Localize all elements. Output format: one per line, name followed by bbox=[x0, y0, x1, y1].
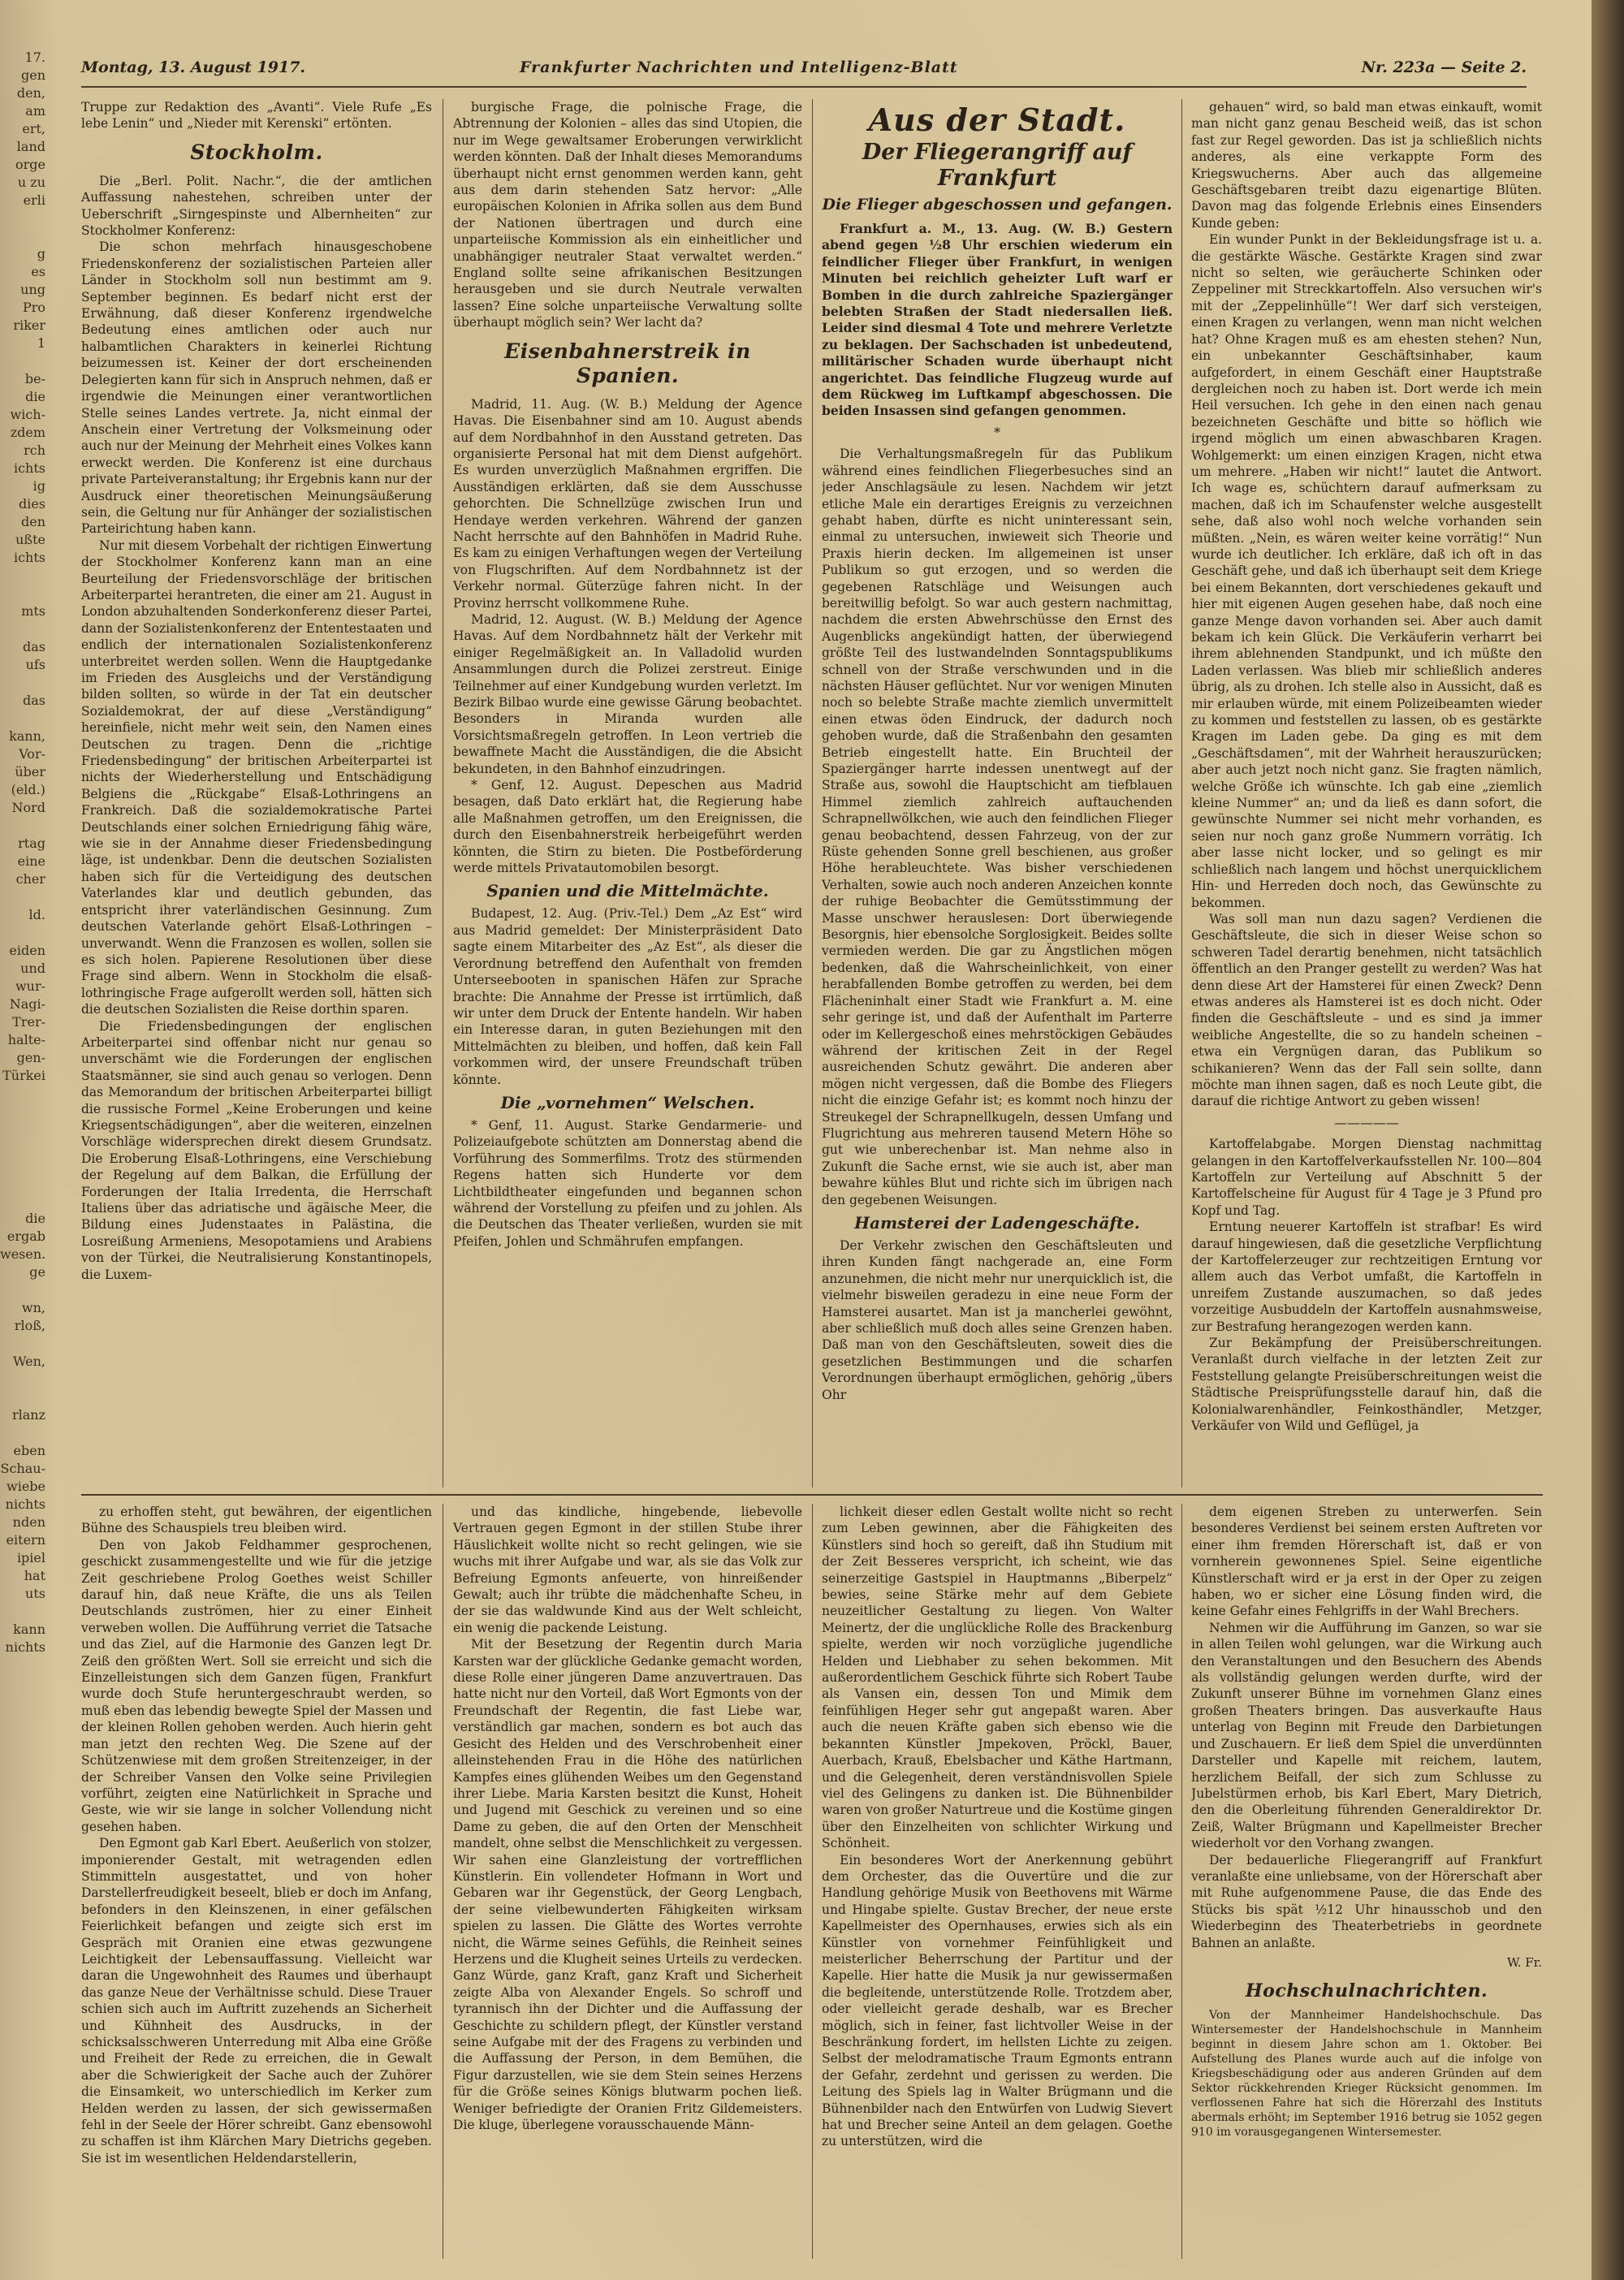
adjacent-page-fragment bbox=[0, 710, 49, 728]
adjacent-page-fragment bbox=[0, 1371, 49, 1388]
adjacent-page-fragment: 17. bbox=[24, 50, 45, 65]
section-rule bbox=[81, 1494, 1543, 1496]
adjacent-page-fragment bbox=[0, 620, 49, 638]
adjacent-page-fragment bbox=[0, 1192, 49, 1210]
adjacent-page-fragment: und bbox=[20, 961, 45, 976]
article-body-hoarding bbox=[822, 1237, 1173, 1403]
adjacent-page-fragment: ld. bbox=[28, 907, 45, 922]
adjacent-page-fragment bbox=[0, 1388, 49, 1406]
review-signature: W. Fr. bbox=[1506, 1954, 1542, 1970]
column-rule bbox=[1181, 1504, 1182, 2259]
article-title-stockholm: Stockholm. bbox=[190, 140, 323, 164]
adjacent-page-fragment: das bbox=[23, 639, 45, 654]
adjacent-page-fragment: ig bbox=[32, 478, 45, 494]
paragraph: Budapest, 12. Aug. (Priv.-Tel.) Dem „Az Est“ wird aus Madrid gemeldet: Der Ministerpräsident Dato sagte einem Mitarbeiter des „Az Est“, als dieser die Verordnung betreffend den Aufenthalt von fremden Unterseebooten in spanischen Häfen zur Sprache brachte: Die Annahme der Presse ist irrtümlich, daß wir unter dem Druck der Entente handeln. Wir haben ein Interesse daran, in guten Beziehungen mit den Mittelmächten zu bleiben, und hoffen, daß kein Fall vorkommen wird, der unsere Freundschaft trüben könnte. bbox=[453, 906, 802, 1087]
adjacent-page-fragment: 1 bbox=[37, 335, 45, 351]
adjacent-page-fragment: Trer- bbox=[12, 1014, 45, 1030]
paragraph: Die Verhaltungsmaßregeln für das Publikum während eines feindlichen Fliegerbesuches sind an jeder Anschlagsäule zu lesen. Nachdem wir jetzt etliche Male ein derartiges Ereignis zu verzeichnen gehabt haben, dürfte es nicht uninteressant sein, einmal zu untersuchen, inwieweit sich Theorie und Praxis hierin decken. Im allgemeinen ist unser Publikum so gut erzogen, und so werden die gegebenen Ratschläge und Weisungen auch bereitwillig befolgt. So war auch gestern nachmittag, nachdem die ersten Abwehrschüsse den Ernst des Augenblicks angekündigt hatten, der überwiegend größte Teil des lustwandelnden Sonntagspublikums schnell von der Straße verschwunden und in die nächsten Häuser geflüchtet. Nur vor wenigen Minuten noch so belebte Straße machte ziemlich unvermittelt einen etwas öden Eindruck, der dadurch noch gehoben wurde, daß die Straßenbahn den gesamten Betrieb eingestellt hatte. Ein Bruchteil der Spaziergänger harrte indessen unentwegt auf der Straße aus, sowohl die Hauptschicht am tiefblauen Himmel ziemlich zahlreich auftauchenden Schrapnellwölkchen, wie auch den feindlichen Flieger genau beobachtend, dessen Fahrzeug, von der zur Rüste gehenden Sonne grell beschienen, aus großer Höhe herableuchtete. Was bisher verschiedenen Verhalten, sowie auch noch anderen Anzeichen konnte der ruhige Beobachter die Gemütsstimmung der Masse unschwer herauslesen: Dort überwiegende Besorgnis, hier ebensolche Sorglosigkeit. Beides sollte vermieden werden. Die gar zu Ängstlichen mögen bedenken, daß die Wahrscheinlichkeit, von einer herabfallenden Bombe getroffen zu werden, bei dem Flächeninhalt einer Stadt wie Frankfurt a. M. eine sehr geringe ist, und daß der Aufenthalt im Parterre oder im Kellergeschoß eines mehrstöckigen Gebäudes während der kritischen Zeit in der Regel ausreichenden Schutz gewährt. Die anderen aber mögen nicht vergessen, daß die Bombe des Fliegers nicht die einzige Gefahr ist; es kommt noch hinzu der Streukegel der Schrapnellkugeln, dessen Umfang und Flugrichtung aus mehreren tausend Metern Höhe so gut wie unberechenbar ist. Man nehme also in Zukunft die Sache ernst, wie sie auch ist, aber man bewahre kühles Blut und richte sich im übrigen nach den gegebenen Weisungen. bbox=[822, 447, 1173, 1207]
university-news-text: Von der Mannheimer Handelshochschule. Das Wintersemester der Handelshochschule in Mannheim beginnt in diesem Jahre schon am 1. Oktober. Bei Aufstellung des Planes wurde auch auf die infolge von Kriegsbeschädigung oder aus anderen Gründen auf dem Sektor rückkehrenden Krieger Rücksicht genommen. Im verflossenen Fahre hat sich die Hörerzahl des Instituts abermals erhöht; im September 1916 betrug sie 1052 gegen 910 im vorausgegangenen Wintersemester. bbox=[1191, 2009, 1542, 2140]
adjacent-page-fragment: cher bbox=[15, 871, 45, 887]
paragraph: Nehmen wir die Aufführung im Ganzen, so war sie in allen Teilen wohl gelungen, war die Wirkung auch den Veranstaltungen und den Besuchern des Abends als vollständig gelungen werden durfte, wird der Zukunft unserer Bühne im vornehmen Glanz eines großen Theaters bringen. Das ausverkaufte Haus unterlag von Beginn mit Freude den Darbietungen und Zuschauern. Er ließ dem Spiel die unverdünnten Darsteller und Kapelle mit reichem, lautem, herzlichem Beifall, der sich zum Schlusse zu Jubelstürmen erhob, bis Karl Ebert, Mary Dietrich, den die Oberleitung führenden Generaldirektor Dr. Zeiß, Walter Brügmann und Kapellmeister Brecher wiederholt vor den Vorhang zwangen. bbox=[1191, 1620, 1542, 1851]
article-body-hoarding-continued bbox=[1191, 99, 1542, 1110]
adjacent-page-fragment bbox=[0, 1174, 49, 1192]
notice-potato-harvest: Erntung neuerer Kartoffeln ist strafbar! Es wird darauf hingewiesen, daß die gesetzliche Verpflichtung der Kartoffelerzeuger zur rechtzeitigen Erntung vor allem auch das Verbot umfaßt, die Kartoffeln in unreifem Zustande auszumachen, so daß jedes vorzeitige Ausbuddeln der Kartoffeln ausnahmsweise, zur Bestrafung herangezogen werden kann. bbox=[1191, 1220, 1542, 1334]
article-body-spain-central-powers bbox=[453, 905, 802, 1087]
notice-potato-distribution: Kartoffelabgabe. Morgen Dienstag nachmittag gelangen in den Kartoffelverkaufsstellen Nr. 100—804 Kartoffeln zur Verteilung auf Abschnitt 5 der Kartoffelscheine für August für 4 Tage je 3 Pfund pro Kopf und Tag. bbox=[1191, 1137, 1542, 1218]
adjacent-page-fragment: rlanz bbox=[11, 1407, 45, 1423]
adjacent-page-fragment: ichts bbox=[13, 460, 45, 476]
paragraph: Madrid, 11. Aug. (W. B.) Meldung der Agence Havas. Die Eisenbahner sind am 10. August abends auf dem Nordbahnhof in den Ausstand getreten. Das organisierte Personal hat mit dem Dienst aufgehört. Es wurden unverzüglich Maßnahmen ergriffen. Die Ausständigen erklärten, daß sie dem Ausschusse gehorchten. Die Schnellzüge zwischen Irun und Hendaye werden verkehren. Während der ganzen Nacht herrschte auf den Bahnhöfen in Madrid Ruhe. Es kam zu einigen Verhaftungen wegen der Verteilung von Flugschriften. Auf dem Nordbahnnetz ist der Verkehr normal. Güterzüge fahren nicht. In der Provinz herrscht vollkommene Ruhe. bbox=[453, 396, 802, 611]
paragraph: und das kindliche, hingebende, liebevolle Vertrauen gegen Egmont in der stillen Stube ihrer Häuslichkeit wollte nicht so recht gelingen, wie sie wuchs mit ihrer Aufgabe und war, als sie das Volk zur Befreiung Egmonts anfeuerte, von hinreißender Gewalt; auch ihr trübte die mädchenhafte Scheu, in der sie das waldwunde Kind aus der Welt schleicht, ein wenig die packende Leistung. bbox=[453, 1505, 802, 1635]
adjacent-page-fragment: riker bbox=[13, 317, 45, 333]
adjacent-page-fragment: be- bbox=[24, 371, 45, 386]
adjacent-page-fragment bbox=[0, 1281, 49, 1299]
adjacent-page-fragment: ung bbox=[20, 282, 45, 297]
notice-price-control: Zur Bekämpfung der Preisüberschreitungen. Veranlaßt durch vielfache in der letzten Zeit zur Feststellung gelangte Preisüberschreitungen weist die Städtische Preisprüfungsstelle darauf hin, daß die Kolonialwarenhändler, Feinkosthändler, Metzger, Verkäufer von Wild und Geflügel, ja bbox=[1191, 1336, 1542, 1434]
air-raid-report: Frankfurt a. M., 13. Aug. (W. B.) Gestern abend gegen ½8 Uhr erschien wiederum ein feindlicher Flieger über Frankfurt, in wenigen Minuten bei reichlich geheizter Luft warf er Bomben in die durch zahlreiche Spaziergänger belebten Straßen der Stadt niedersallen ließ. Leider sind diesmal 4 Tote und mehrere Verletzte zu beklagen. Der Sachschaden ist unbedeutend, militärischer Schaden wurde überhaupt nicht angerichtet. Das feindliche Flugzeug wurde auf dem Rückweg im Luftkampf abgeschossen. Die beiden Insassen sind gefangen genommen. bbox=[822, 221, 1173, 419]
adjacent-page-fragment: halte- bbox=[7, 1032, 45, 1047]
adjacent-page-fragment bbox=[0, 1156, 49, 1174]
paragraph: Den von Jakob Feldhammer gesprochenen, geschickt zusammengestellte und wie für die jetzige Zeit geschriebene Prolog Goethes weist Schiller darauf hin, daß neue Kräfte, die uns als Teilen Deutschlands zuströmen, hier zu einer Einheit verweben wollen. Die Aufführung verriet die Tatsache und das Ziel, auf die Harmonie des Ganzen legt Dr. Zeiß den größten Wert. Soll sie erreicht und sich die Einzelleistungen sich dem Ganzen fügen, Frankfurt wurde doch Stufe heruntergeschraubt werden, so muß eben das lebendig bewegte Spiel der Massen und der kleinen Rollen gehoben werden. Auch hierin geht man jetzt den rechten Weg. Die Szene auf der Schützenwiese mit dem großen Streitenzeiger, in der der Schreiber Vansen den Volke seine Privilegien vorführt, zeigten eine Natürlichkeit in Sprache und Geste, wie wir sie lange in solcher Vollendung nicht gesehen haben. bbox=[81, 1537, 432, 1834]
adjacent-page-fragment: wur- bbox=[15, 978, 45, 994]
adjacent-page-fragment: zdem bbox=[10, 425, 45, 440]
page-header bbox=[81, 58, 1527, 88]
adjacent-page-fragment: wiebe bbox=[6, 1479, 45, 1494]
adjacent-page-fragment: das bbox=[23, 693, 45, 708]
adjacent-page-fragment: g bbox=[37, 246, 45, 261]
column-1 bbox=[81, 99, 432, 1483]
adjacent-page-fragment: rloß, bbox=[14, 1318, 45, 1333]
adjacent-page-fragment: eine bbox=[17, 853, 45, 869]
adjacent-page-fragment bbox=[0, 567, 49, 585]
section-divider: ————— bbox=[1334, 1114, 1399, 1130]
paragraph: Ein besonderes Wort der Anerkennung gebührt dem Orchester, das die Ouvertüre und die zur Handlung gehörige Musik von Beethovens mit Wärme und Hingabe spielte. Gustav Brecher, der neue erste Kapellmeister des Opernhauses, erwies sich als ein Künstler von vornehmer Feinfühligkeit und meisterlicher Beherrschung der Partitur und der Kapelle. Hier hatte die Musik ja nur gewissermaßen die begleitende, unterstützende Rolle. Trotzdem aber, oder vielleicht gerade deshalb, war es Brecher möglich, sich in feiner, fast lichtvoller Weise in der Beschränkung fordert, im hellsten Lichte zu zeigen. Selbst der melodramatische Traum Egmonts entrann der Gefahr, zerdehnt und gerissen zu werden. Die Leitung des Spiels lag in Walter Brügmann und die Bühnenbilder nach den Entwürfen von Ludwig Sievert hat und Brecher seine Anteil an dem gelagen. Goethe zu unterstützen, wird die bbox=[822, 1852, 1173, 2149]
adjacent-page-fragment bbox=[0, 1335, 49, 1353]
review-text-3 bbox=[822, 1504, 1173, 2150]
article-body-colonies bbox=[453, 99, 802, 331]
adjacent-page-fragment: Pro bbox=[22, 300, 45, 315]
article-title-spain-central-powers: Spanien und die Mittelmächte. bbox=[486, 881, 769, 901]
adjacent-page-strip bbox=[0, 49, 49, 2274]
adjacent-page-fragment bbox=[0, 1424, 49, 1442]
adjacent-page-fragment: rtag bbox=[18, 836, 45, 851]
adjacent-page-fragment bbox=[0, 227, 49, 245]
adjacent-page-fragment: wich- bbox=[10, 407, 45, 422]
review-column-4 bbox=[1191, 1504, 1542, 2259]
adjacent-page-fragment: den bbox=[20, 514, 45, 529]
paragraph: Der Verkehr zwischen den Geschäftsleuten und ihren Kunden fängt nachgerade an, eine Form anzunehmen, die nicht mehr nur unerquicklich ist, die vielmehr bisweilen geradezu in eine neue Form der Hamsterei ausartet. Man ist ja mancherlei gewöhnt, aber schließlich muß doch alles seine Grenzen haben. Daß man von den Geschäftsleuten, soweit dies die gesetzlichen Bestimmungen und die scharfen Verordnungen überhaupt ermöglichen, gehörig „übers Ohr bbox=[822, 1237, 1173, 1402]
adjacent-page-fragment: Nagi- bbox=[9, 996, 45, 1012]
adjacent-page-fragment: Türkei bbox=[2, 1068, 45, 1083]
paragraph: Den Egmont gab Karl Ebert. Aeußerlich von stolzer, imponierender Gestalt, mit wetragenden edlen Stimmitteln ausgestattet, und von hoher Darstellerfreudigkeit beseelt, blieb er doch im Anfang, befonders in den Kleinszenen, in einer gefälschen Feierlichkeit befangen und zeigte sich erst im Gespräch mit Oranien eine etwas gezwungene Leichtigkeit der Lebensauffassung. Vielleicht war daran die Ungewohnheit des Raumes und überhaupt das ganze Neue der Verhältnisse schuld. Diese Trauer schien sich auch im Auftritt zuzehends an Sicherheit und Kühnheit des Ausdrucks, in der schicksalsschweren Unterredung mit Alba eine Größe und Freiheit der Rede zu erreichen, die in Gewalt aber die Schwierigkeit der Sache auch der Zuhörer die Einsamkeit, wo unterschiedlich im Kerker zum Helden werden zu lassen, der sich gewissermaßen fehl in der Seele der Hörer schreibt. Ganz ebensowohl zu schaffen ist ihm Klärchen Mary Dietrichs gegeben. Sie ist im wesentlichen Heldendarstellerin, bbox=[81, 1836, 432, 2166]
review-text-4 bbox=[1191, 1504, 1542, 1951]
column-rule bbox=[812, 1504, 813, 2259]
article-subtitle-air-raid: Die Flieger abgeschossen und gefangen. bbox=[822, 196, 1173, 214]
paragraph: Was soll man nun dazu sagen? Verdienen die Geschäftsleute, die sich in dieser Weise schon so schweren Tadel derartig benehmen, nicht tatsächlich öffentlich an den Pranger gestellt zu werden? Was hat denn diese Art der Hamsterei für einen Zweck? Denn etwas anderes als Hamsterei ist es doch nicht. Oder finden die Geschäftsleute – und es sind ja immer weibliche Angestellte, die so zu handeln scheinen – etwa ein Vergnügen daran, das Publikum so schikanieren? Wenn das der Fall sein sollte, dann möchte man ihnen sagen, daß es noch Leute gibt, die darauf die richtige Antwort zu geben wissen! bbox=[1191, 911, 1542, 1109]
review-column-2 bbox=[453, 1504, 802, 2259]
adjacent-page-fragment bbox=[0, 1103, 49, 1121]
header-page-number: Nr. 223a — Seite 2. bbox=[1361, 58, 1527, 76]
review-column-1 bbox=[81, 1504, 432, 2259]
adjacent-page-fragment: ipiel bbox=[16, 1550, 45, 1565]
adjacent-page-fragment: mts bbox=[21, 603, 45, 619]
header-paper-title: Frankfurter Nachrichten und Intelligenz-Blatt bbox=[520, 58, 958, 76]
adjacent-page-fragment: eitern bbox=[6, 1532, 45, 1548]
column-4 bbox=[1191, 99, 1542, 1483]
column-rule bbox=[812, 99, 813, 1488]
adjacent-page-fragment: rch bbox=[24, 443, 45, 458]
paragraph: Die schon mehrfach hinausgeschobene Friedenskonferenz der sozialistischen Parteien aller Länder in Stockholm soll nun bestimmt am 9. September beginnen. Es bedarf nicht erst der Erwähnung, daß dieser Konferenz irgendwelche Bedeutung eines amtlichen oder auch nur halbamtlichen Charakters in keinerlei Richtung beizumessen ist. Keiner der dort erscheinenden Delegierten kann für sich in Anspruch nehmen, daß er irgendwie die Meinungen einer verantwortlichen Stelle seines Landes vertrete. Ja, nicht einmal der Anschein einer Vertretung der Volksmeinung oder auch nur der Meinung der Mehrheit eines Volkes kann erweckt werden. Die Konferenz ist eine durchaus private Parteiveranstaltung; ihr Ergebnis kann nur der Ausdruck einer theoretischen Meinungsäußerung sein, die Geltung nur für Anhänger der sozialistischen Parteirichtung haben kann. bbox=[81, 240, 432, 537]
paragraph: burgische Frage, die polnische Frage, die Abtrennung der Kolonien – alles das sind Utopien, die nur im Wege gewaltsamer Eroberungen verwirklicht werden könnten. Daß der Inhalt dieses Memorandums überhaupt nicht ernst genommen werden kann, geht aus dem darin stehenden Satz hervor: „Alle europäischen Kolonien in Afrika sollen aus dem Bund der Nationen übertragen und durch eine unparteiische Kommission als ein einheitlicher und unabhängiger neutraler Staat verwaltet werden.“ England sollte seine afrikanischen Besitzungen herausgeben und sie durch Neutrale verwalten lassen? Eine solche unparteiische Verwaltung sollte überhaupt möglich sein? Wer lacht da? bbox=[453, 100, 802, 330]
adjacent-page-fragment: es bbox=[31, 264, 45, 279]
adjacent-page-fragment: ußte bbox=[15, 532, 45, 547]
article-body-welsh bbox=[453, 1117, 802, 1250]
paragraph: Madrid, 12. August. (W. B.) Meldung der Agence Havas. Auf dem Nordbahnnetz hält der Verkehr mit einiger Regelmäßigkeit an. In Valladolid wurden Ansammlungen durch die Polizei zerstreut. Einige Teilnehmer auf einer Kundgebung wurden verletzt. Im Bezirk Bilbao wurde eine gewisse Gärung beobachtet. Besonders in Miranda wurden alle Vorsichtsmaßregeln getroffen. In Leon vertrieb die bewaffnete Macht die Ausständigen, die die Absicht bekundeten, in den Bahnhof einzudringen. bbox=[453, 611, 802, 776]
adjacent-page-fragment: über bbox=[15, 764, 45, 779]
adjacent-page-fragment: ge bbox=[29, 1264, 45, 1280]
binding-edge bbox=[1592, 0, 1624, 2280]
article-title-university-news: Hochschulnachrichten. bbox=[1245, 1980, 1488, 2002]
adjacent-page-fragment: eben bbox=[13, 1443, 45, 1458]
review-text-2 bbox=[453, 1504, 802, 2133]
adjacent-page-fragment: gen- bbox=[16, 1050, 45, 1065]
paragraph: dem eigenen Streben zu unterwerfen. Sein besonderes Verdienst bei seinem ersten Auftreten vor einer ihm fremden Hörerschaft ist, daß er von vornherein gewonnenes Spiel. Seine eigentliche Künstlerschaft wird er ja erst in der Oper zu zeigen haben, wo er sicher eine Lösung finden wird, die keine Gefahr eines Fehlgriffs in der Wahl Brechers. bbox=[1191, 1505, 1542, 1619]
adjacent-page-fragment: Wen, bbox=[13, 1354, 45, 1369]
adjacent-page-fragment bbox=[0, 585, 49, 602]
section-divider: * bbox=[994, 424, 1000, 440]
adjacent-page-fragment: Nord bbox=[11, 800, 45, 815]
adjacent-page-fragment: Schau- bbox=[0, 1461, 45, 1476]
column-2 bbox=[453, 99, 802, 1483]
adjacent-page-fragment: dies bbox=[18, 496, 45, 512]
adjacent-page-fragment bbox=[0, 1121, 49, 1138]
adjacent-page-fragment bbox=[0, 1085, 49, 1103]
adjacent-page-fragment: am bbox=[25, 103, 45, 119]
adjacent-page-fragment bbox=[0, 352, 49, 370]
adjacent-page-fragment: erli bbox=[23, 192, 45, 208]
section-headline-city: Aus der Stadt. bbox=[868, 101, 1126, 138]
article-title-air-raid: Der Fliegerangriff auf Frankfurt bbox=[862, 140, 1133, 191]
paragraph: Ein wunder Punkt in der Bekleidungsfrage ist u. a. die gestärkte Wäsche. Gestärkte Kragen sind zwar nicht so selten, wie geräucherte Schinken oder Zeppeliner mit Streckkartoffeln. Also versuchen wir's mit der „Zeppelinhülle“! Wer darf sich versteigen, einen Kragen zu verlangen, wenn man nicht welchen hat? Ohne Kragen muß es am ehesten stehen? Nun, ein unbekannter Geschäftsinhaber, kaum aufgefordert, in einem Geschäft einer Hauptstraße dergleichen noch zu haben ist. Dort werde ich mein Heil versuchen. Ich gehe in den einen nach genau bezeichneten Geschäfte und bitte so höflich wie irgend möglich um einen abwaschbaren Kragen. Wohlgemerkt: um einen einzigen Kragen, nicht etwa um mehrere. „Haben wir nicht!“ lautet die Antwort. Ich wage es, schüchtern darauf aufmerksam zu machen, daß ich im Schaufenster welche ausgestellt sehe, daß also wohl noch welche vorhanden sein müßten. „Nein, es wären weiter keine vorrätig!“ Nun wurde ich deutlicher. Ich erkläre, daß ich oft in das Geschäft gehe, und daß ich überhaupt seit dem Kriege bei einem Bekannten, dort verschiedenes gekauft und hier mit eigenen Augen gesehen habe, daß noch eine ganze Menge davon vorhanden sei. Aber auch damit bekam ich kein Glück. Die Verkäuferin verharrt bei ihrem ablehnenden Standpunkt, und ich müßte den Laden verlassen. Was blieb mir schließlich anderes übrig, als zu drohen. Ich stelle also in Aussicht, daß es mir erlauben würde, mit einem Polizeibeamten wieder zu kommen und feststellen zu lassen, ob es gestärkte Kragen im Laden gebe. Da ging es mit dem „Geschäftsdamen“, mit der Wahrheit herauszurücken; aber auch jetzt noch nicht ganz. Sie fragten nämlich, welche Größe ich wünschte. Ich gab eine „ziemlich kleine Nummer“ an; und da ließ es dann sofort, die gewünschte Nummer sei nicht mehr vorhanden, es seien nur noch ganz große Nummern vorrätig. Ich aber lasse nicht locker, und so gelingt es mir schließlich nach langem und höchst unerquicklichem Hin- und Herreden doch noch, das Gewünschte zu bekommen. bbox=[1191, 232, 1542, 910]
column-rule bbox=[1181, 99, 1182, 1488]
adjacent-page-fragment: kann, bbox=[9, 728, 45, 744]
paragraph: Mit der Besetzung der Regentin durch Maria Karsten war der glückliche Gedanke gemacht worden, diese Rolle einer jüngeren Dame anzuvertrauen. Das hatte nicht nur den Vorteil, daß Wort Egmonts von der Freundschaft der Regentin, die fast Liebe war, verständlich gar machen, sondern es bot auch das Gesicht des Helden und des Verschrobenheit einer alleinstehenden Frau in die Höhe des natürlichen Kampfes eines glühenden Weibes um den Gegenstand ihrer Liebe. Maria Karsten besitzt die Kunst, Hoheit und Jugend mit Geschick zu vereinen und so eine Dame zu geben, die auf den Orten der Menschheit mandelt, ohne selbst die Menschlichkeit zu vergessen. Wir sahen eine Glanzleistung der vortrefflichen Künstlerin. Ein vollendeter Hofmann in Wort und Gebaren war ihr Gegenstück, der Georg Lengbach, der seine vielbewunderten Fähigkeiten wirksam spielen zu lassen. Die Glätte des Wortes verrohte nicht, die Wärme seines Gefühls, die Reinheit seines Herzens und die Klugheit seines Urteils zu verdecken. Ganz Würde, ganz Kraft, ganz Kraft und Sicherheit zeigte Alba von Alexander Engels. So schroff und tyrannisch ihn der Dichter und die Auffassung der Geschichte zu schildern pflegt, der Künstler verstand seine Aufgabe mit der des Fragens zu verbinden und die Auffassung der Person, in dem Bemühen, die Figur darzustellen, wie sie dem Stein seines Herzens für die Größe seines Königs blutwarm pochen ließ. Weniger befriedigte der Oranien Fritz Gildemeisters. Die kluge, überlegene vorausschauende Männ- bbox=[453, 1637, 802, 2133]
adjacent-page-fragment bbox=[0, 209, 49, 227]
adjacent-page-fragment bbox=[0, 1138, 49, 1156]
adjacent-page-fragment: ergab bbox=[6, 1229, 45, 1244]
adjacent-page-fragment bbox=[0, 817, 49, 835]
paragraph: gehauen“ wird, so bald man etwas einkauft, womit man nicht ganz genau Bescheid weiß, das ist schon fast zur Regel geworden. Das ist ja schließlich nichts anderes, als eine verkappte Form des Kriegswucherns. Aber auch das allgemeine Geschäftsgebaren treibt dazu eigenartige Blüten. Davon mag das folgende Erlebnis eines Einsenders Kunde geben: bbox=[1191, 100, 1542, 231]
paragraph: zu erhoffen steht, gut bewähren, der eigentlichen Bühne des Schauspiels treu bleiben wird. bbox=[81, 1505, 432, 1536]
paragraph: * Genf, 12. August. Depeschen aus Madrid besagen, daß Dato erklärt hat, die Regierung habe alle Maßnahmen getroffen, um den Ereignissen, die durch den Eisenbahnerstreik herbeigeführt werden könnten, die Stirn zu bieten. Die Postbeförderung werde mittels Privatautomobilen besorgt. bbox=[453, 778, 802, 876]
adjacent-page-fragment: nden bbox=[12, 1514, 45, 1530]
adjacent-page-fragment: eiden bbox=[9, 943, 45, 958]
article-title-railway-strike: Eisenbahnerstreik in Spanien. bbox=[504, 339, 751, 387]
review-text-1 bbox=[81, 1504, 432, 2166]
adjacent-page-fragment: orge bbox=[15, 157, 45, 172]
adjacent-page-fragment bbox=[0, 888, 49, 906]
paragraph: lichkeit dieser edlen Gestalt wollte nicht so recht zum Leben gewinnen, aber die Fähigkeiten des Künstlers sind hoch so gereift, daß ihn Studium mit der Zeit Besseres verspricht, ich scheint, wie das seinerzeitige Gastspiel in Hauptmanns „Biberpelz“ bewies, seine Stärke mehr auf dem Gebiete neuzeitlicher Gestaltung zu liegen. Von Walter Meinertz, der die unglückliche Rolle des Brackenburg spielte, werden wir noch vorzügliche jugendliche Helden und Liebhaber zu sehen bekommen. Mit außerordentlichem Geschick führte sich Robert Taube als Vansen ein, dessen Ton und Mimik dem feinfühligen Heger sehr gut angepaßt waren. Aber auch die neuen Kräfte gaben sich ebenso wie die bekannten Künstler Jmpekoven, Pröckl, Bauer, Auerbach, Krauß, Ebelsbacher und Käthe Hartmann, und die Gelegenheit, deren verständnisvollen Spiele viel des Gelingens zu danken ist. Die Bühnenbilder waren von großer Naturtreue und die Kostüme gingen über den Einzelheiten von schlichter Wirkung und Schönheit. bbox=[822, 1505, 1173, 1851]
paragraph: Die Friedensbedingungen der englischen Arbeiterpartei sind offenbar nicht nur genau so unverschämt wie die Forderungen der englischen Staatsmänner, sie sind auch genau so verlogen. Denn das Memorandum der britischen Arbeiterpartei billigt die russische Formel „Keine Eroberungen und keine Kriegsentschädigungen“, aber die weiteren, einzelnen Vorschläge widersprechen direkt diesem Grundsatz. Die Eroberung Elsaß-Lothringens, eine Verschiebung der Regelung auf dem Balkan, die Erfüllung der Forderungen der Italia Irredenta, die Herrschaft Italiens über das adriatische und ägäische Meer, die Bildung eines Judenstaates in Palästina, die Losreißung Armeniens, Mesopotamiens und Arabiens von der Türkei, die Neutralisierung Konstantinopels, die Luxem- bbox=[81, 1018, 432, 1282]
adjacent-page-fragment: wn, bbox=[21, 1300, 45, 1315]
paragraph: Der bedauerliche Fliegerangriff auf Frankfurt veranlaßte eine unliebsame, von der Hörerschaft aber mit Ruhe aufgenommene Pause, die das Ende des Stücks bis spät ½12 Uhr hinausschob und den Wiederbeginn des Theaterbetriebs in geordnete Bahnen an anlaßte. bbox=[1191, 1852, 1542, 1950]
adjacent-page-fragment: nichts bbox=[5, 1639, 45, 1655]
adjacent-page-fragment bbox=[0, 924, 49, 942]
header-date: Montag, 13. August 1917. bbox=[81, 58, 306, 76]
adjacent-page-fragment: ufs bbox=[25, 657, 45, 672]
article-title-welsh: Die „vornehmen“ Welschen. bbox=[500, 1092, 755, 1112]
adjacent-page-fragment: wesen. bbox=[0, 1246, 46, 1262]
adjacent-page-fragment: u zu bbox=[17, 175, 45, 190]
paragraph: Nur mit diesem Vorbehalt der richtigen Einwertung der Stockholmer Konferenz kann man an eine Beurteilung der Friedensvorschläge der britischen Arbeiterpartei herantreten, die einer am 21. August in London abzuhaltenden Sonderkonferenz dieser Partei, dann der Sozialistenkonferenz der Ententestaaten und endlich der internationalen Sozialistenkonferenz unterbreitet werden sollen. Wenn die Hauptgedanke im Frieden des Ausgleichs und der Verständigung bilden sollten, so würde in der Tat ein deutscher Sozialdemokrat, der auf diese „Verständigung“ hereinfiele, nicht mehr weit sein, den Namen eines Deutschen zu tragen. Denn die „richtige Friedensbedingung“ der britischen Arbeiterpartei ist nichts der Wiederherstellung und Entschädigung Belgiens die „Rückgabe“ Elsaß-Lothringens an Frankreich. Daß die sozialdemokratische Partei Deutschlands einer solchen Erniedrigung fähig wäre, wie sie in der Annahme dieser Friedensbedingung läge, ist undenkbar. Denn die deutschen Sozialisten haben sich für die Verteidigung des deutschen Vaterlandes klar und deutlich gebunden, das entspricht ihrer vaterländischen Gesinnung. Zum deutschen Vaterlande gehört Elsaß-Lothringen – unverwandt. Wenn die Franzosen es wollen, sollen sie es sich holen. Papierene Resolutionen über diese Frage sind albern. Wenn in Stockholm die elsaß-lothringische Frage aufgerollt werden soll, hätten sich die deutschen Sozialisten die Reise dorthin sparen. bbox=[81, 538, 432, 1017]
adjacent-page-fragment: hat bbox=[24, 1568, 45, 1583]
intro-text: Truppe zur Redaktion des „Avanti“. Viele Rufe „Es lebe Lenin“ und „Nieder mit Kerenski“ ertönten. bbox=[81, 100, 432, 132]
article-title-hoarding: Hamsterei der Ladengeschäfte. bbox=[854, 1212, 1140, 1233]
adjacent-page-fragment: nichts bbox=[5, 1496, 45, 1512]
adjacent-page-fragment: gen bbox=[20, 67, 45, 83]
article-body-stockholm bbox=[81, 173, 432, 1283]
adjacent-page-fragment: land bbox=[16, 139, 45, 154]
adjacent-page-fragment: Vor- bbox=[19, 746, 45, 762]
article-body-air-raid bbox=[822, 446, 1173, 1208]
review-column-3 bbox=[822, 1504, 1173, 2259]
article-body-railway-strike bbox=[453, 396, 802, 877]
column-3 bbox=[822, 99, 1173, 1483]
adjacent-page-fragment: ichts bbox=[13, 550, 45, 565]
adjacent-page-fragment: kann bbox=[13, 1621, 45, 1637]
adjacent-page-fragment: den, bbox=[16, 85, 45, 101]
adjacent-page-fragment: die bbox=[25, 1211, 45, 1226]
adjacent-page-fragment bbox=[0, 674, 49, 692]
adjacent-page-fragment: uts bbox=[25, 1586, 45, 1601]
adjacent-page-fragment bbox=[0, 1603, 49, 1621]
adjacent-page-fragment: ert, bbox=[22, 121, 45, 136]
adjacent-page-fragment: die bbox=[25, 389, 45, 404]
paragraph: Die „Berl. Polit. Nachr.“, die der amtlichen Auffassung nahestehen, schreiben unter der Ueberschrift „Sirngespinste und Albernheiten“ zur Stockholmer Konferenz: bbox=[81, 173, 432, 239]
adjacent-page-fragment: (eld.) bbox=[11, 782, 45, 797]
paragraph: * Genf, 11. August. Starke Gendarmerie- und Polizeiaufgebote schützten am Donnerstag abend die Vorführung des Sommerfilms. Trotz des stürmenden Regens hatten sich Hunderte vor dem Lichtbildtheater eingefunden und begannen schon während der Vorstellung zu pfeifen und zu johlen. Als die Deutschen das Theater verließen, wurden sie mit Pfeifen, Johlen und Schmährufen empfangen. bbox=[453, 1117, 802, 1249]
